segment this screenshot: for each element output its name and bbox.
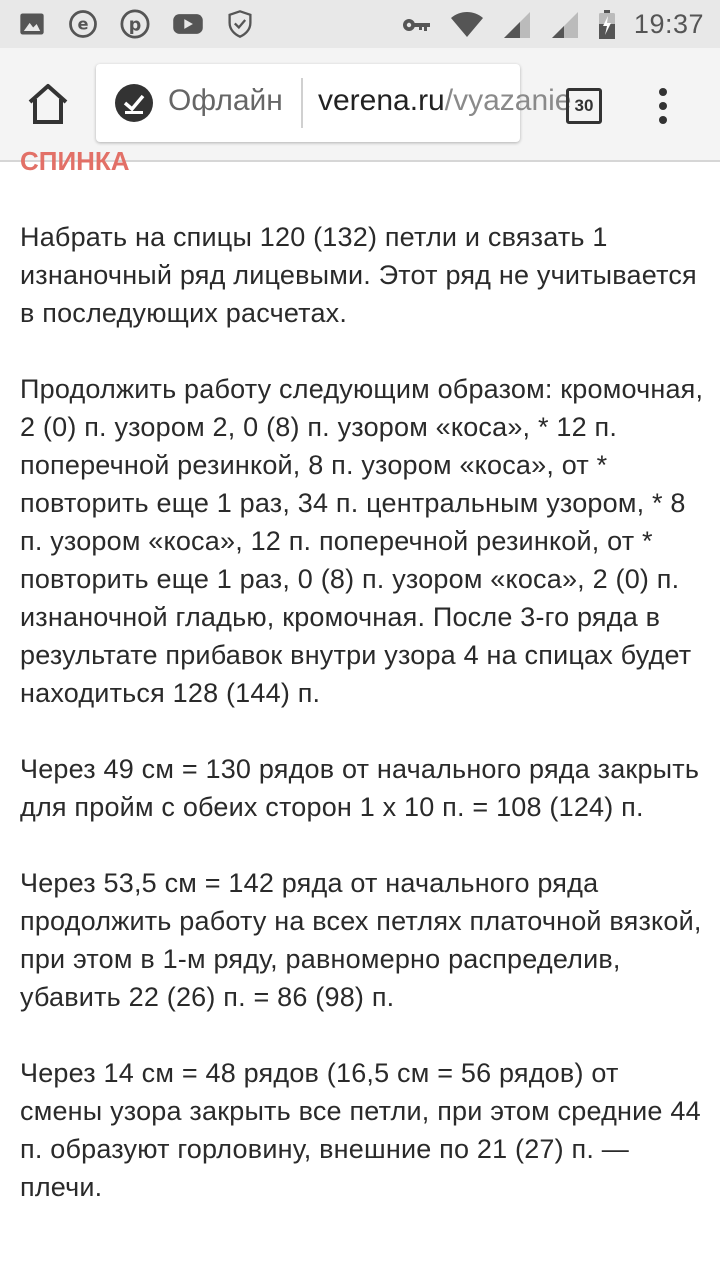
signal-icon (550, 11, 580, 39)
section-heading: СПИНКА (20, 146, 130, 176)
page-content[interactable] (0, 146, 720, 1280)
article-body (20, 218, 704, 1244)
pinterest-icon (120, 9, 150, 39)
system-indicators (402, 9, 704, 40)
url-divider (301, 78, 303, 128)
browser-toolbar (0, 48, 720, 162)
paragraph: Продолжить работу следующим образом: кромочная, 2 (0) п. узором 2, 0 (8) п. узором «коса», * 12 п. поперечной резинкой, 8 п. узором «коса», от * повторить еще 1 раз, 34 п. центральным узором, * 8 п. узором «коса», 12 п. поперечной резинкой, от * повторить еще 1 раз, 0 (8) п. узором «коса», 2 (0) п. изнаночной гладью, кромочная. После 3-го ряда в результате прибавок внутри узора 4 на спицах будет находиться 128 (144) п. (20, 374, 704, 708)
tab-count: 30 (574, 96, 594, 115)
url-bar[interactable] (96, 64, 572, 142)
e-icon (68, 9, 98, 39)
youtube-icon (172, 10, 204, 38)
battery-charging-icon (598, 10, 616, 40)
url-text[interactable] (318, 84, 572, 118)
paragraph: Набрать на спицы 120 (132) петли и связать 1 изнаночный ряд лицевыми. Этот ряд не учитывается в последующих расчетах. (20, 222, 697, 328)
key-icon (402, 15, 432, 35)
wifi-icon (450, 11, 484, 39)
overflow-menu-icon[interactable] (646, 84, 680, 128)
paragraph: Через 49 см = 130 рядов от начального ряда закрыть для пройм с обеих сторон 1 х 10 п. = 108 (124) п. (20, 754, 700, 822)
signal-icon (502, 11, 532, 39)
svg-text:e: e (77, 14, 89, 34)
offline-label: Офлайн (168, 84, 283, 117)
url-path: /vyazanie (444, 84, 572, 117)
url-domain: verena.ru (318, 84, 445, 117)
home-icon[interactable] (22, 78, 74, 130)
shield-check-icon (226, 9, 254, 39)
notification-icons (18, 9, 254, 39)
svg-text:p: p (128, 15, 142, 36)
status-bar (0, 0, 720, 48)
tab-switcher-button[interactable] (566, 88, 602, 124)
clock: 19:37 (633, 9, 704, 39)
paragraph: Через 53,5 см = 142 ряда от начального ряда продолжить работу на всех петлях платочной вязкой, при этом в 1-м ряду, равномерно распределив, убавить 22 (26) п. = 86 (98) п. (20, 868, 702, 1012)
paragraph: Через 14 см = 48 рядов (16,5 см = 56 рядов) от смены узора закрыть все петли, при этом средние 44 п. образуют горловину, внешние по 21 (27) п. — плечи. (20, 1058, 701, 1202)
offline-check-icon (114, 83, 154, 123)
image-icon (18, 10, 46, 38)
